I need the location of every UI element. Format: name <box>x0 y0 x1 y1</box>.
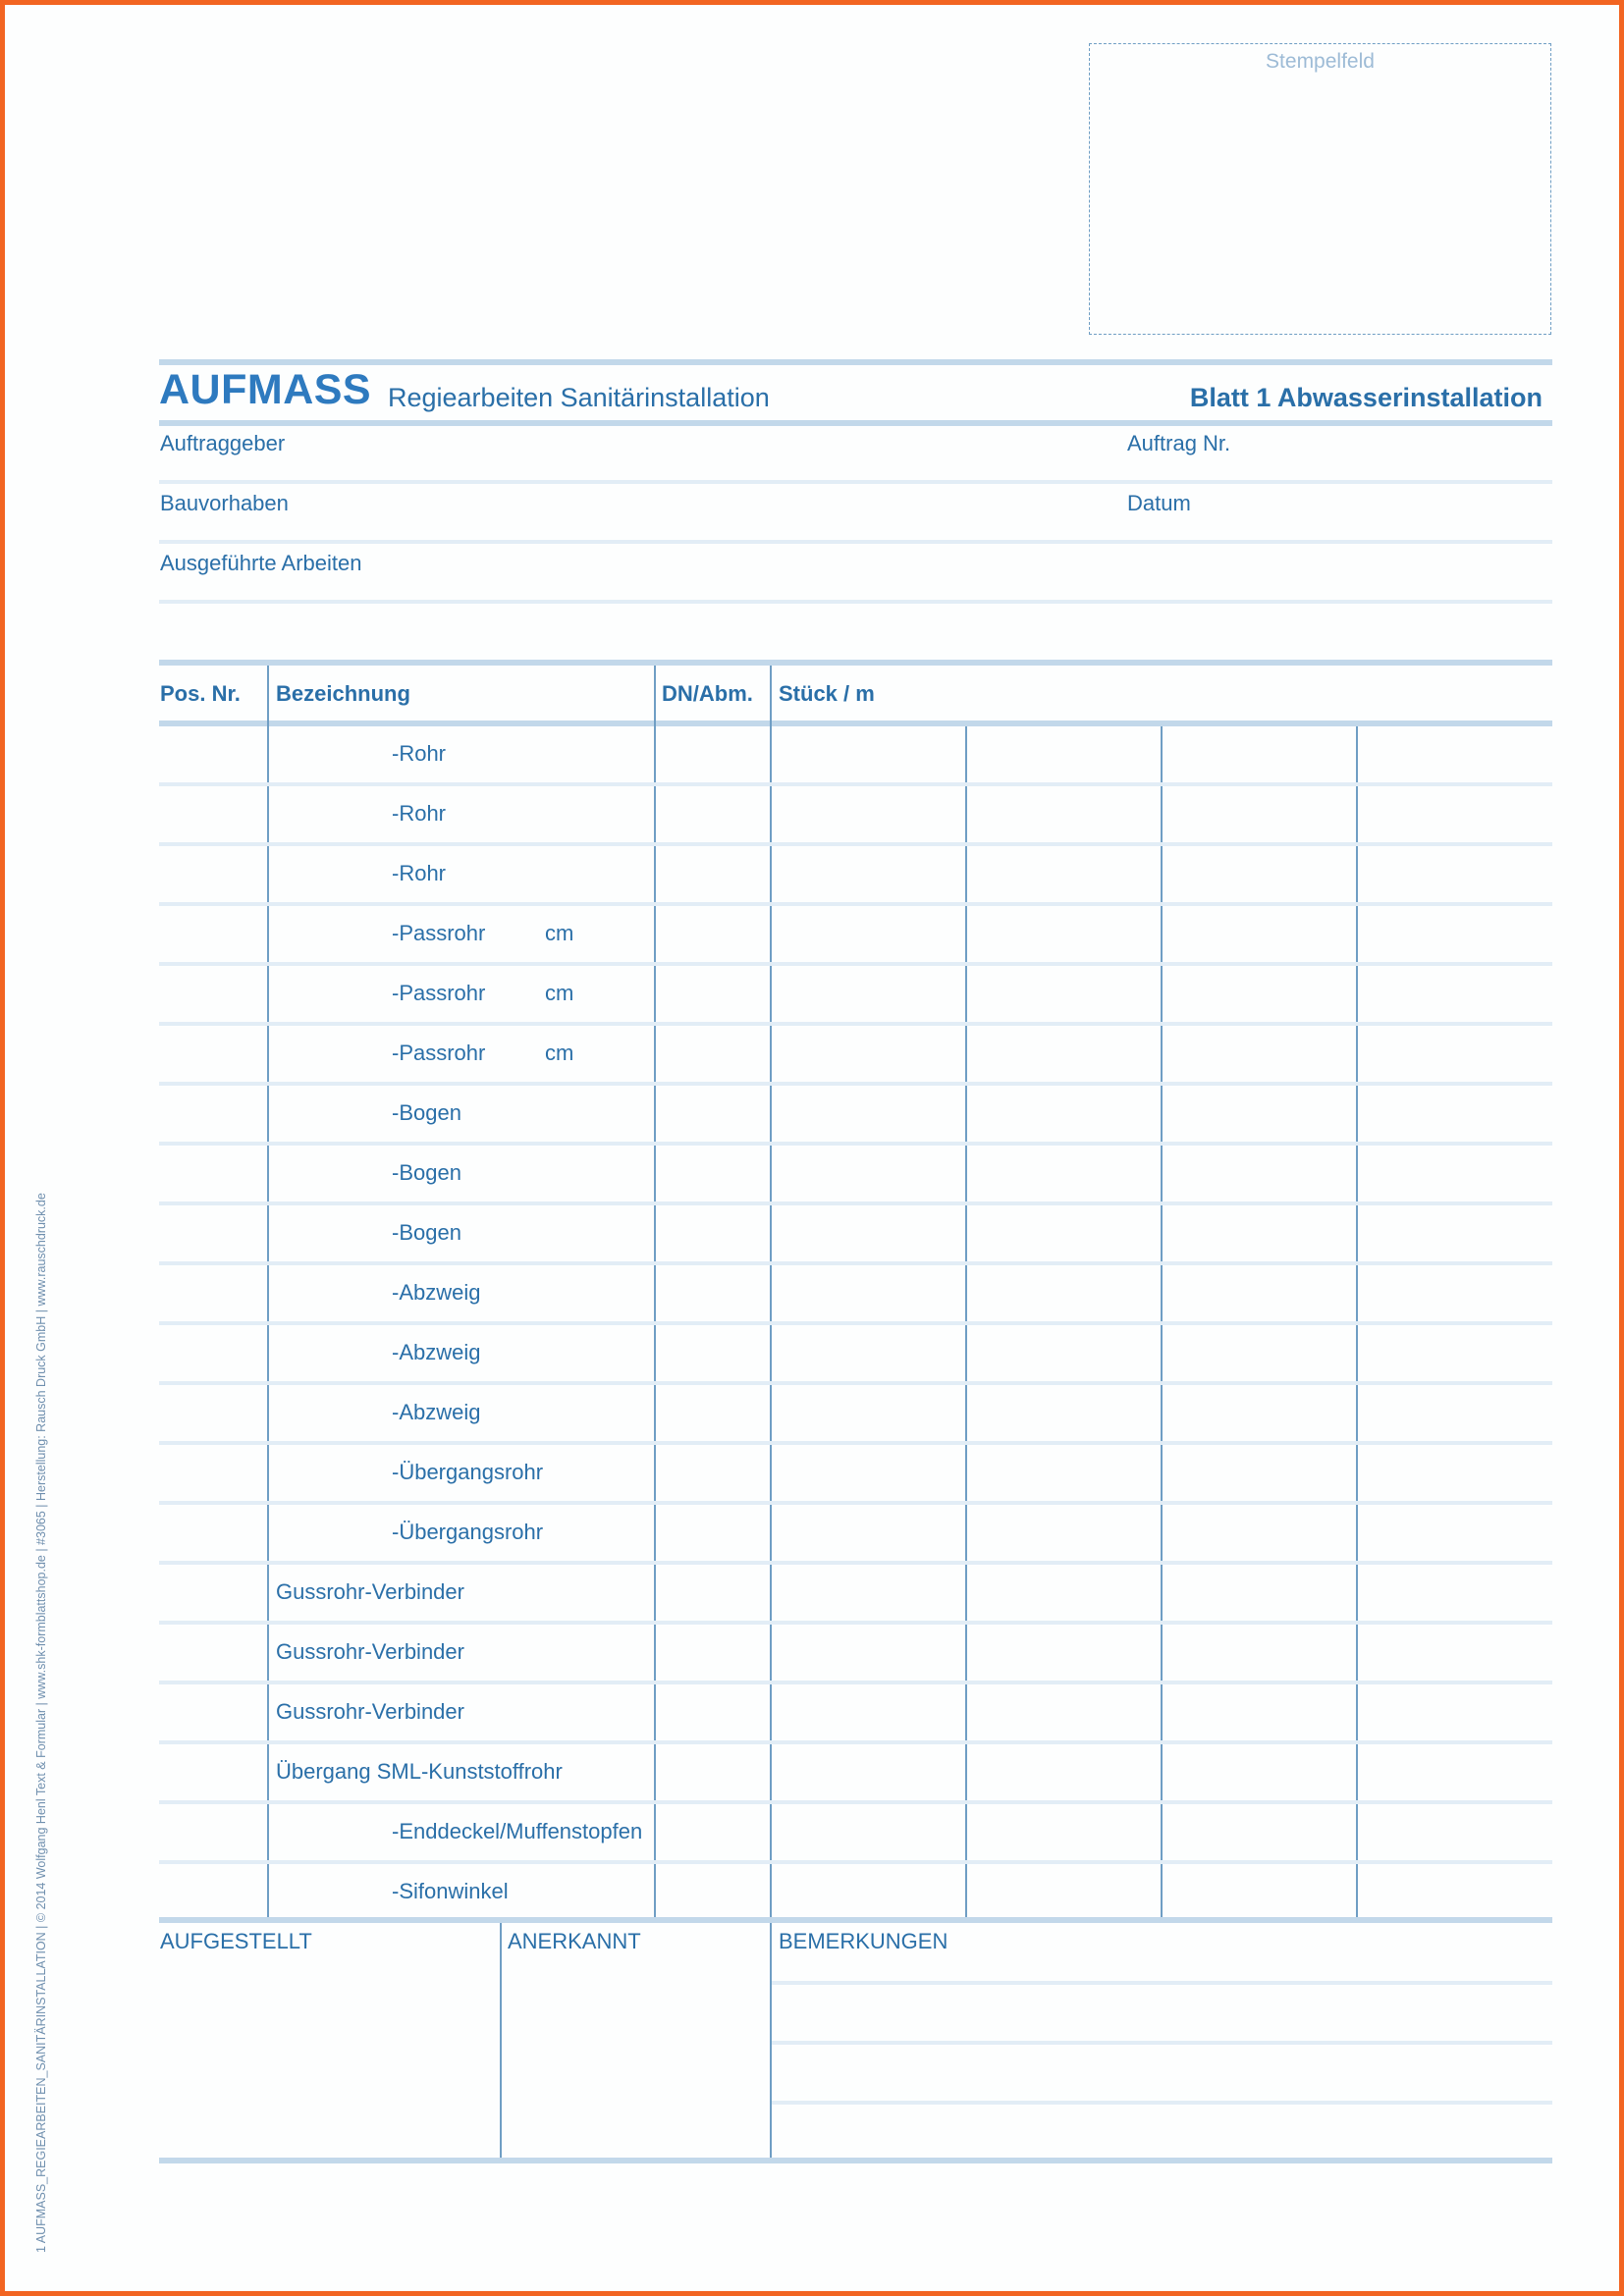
sheet-name: Blatt 1 Abwasserinstallation <box>1189 383 1543 412</box>
work-done-label: Ausgeführte Arbeiten <box>160 551 362 575</box>
row-rule <box>159 1740 1552 1744</box>
col-divider-pos <box>267 666 269 1920</box>
row-label: -Übergangsrohr <box>392 1520 544 1544</box>
footer-divider-1 <box>500 1923 502 2160</box>
header-top-rule <box>159 359 1552 365</box>
row-label: -Sifonwinkel <box>392 1879 509 1903</box>
row-label: -Bogen <box>392 1100 461 1125</box>
row-label: -Abzweig <box>392 1340 481 1364</box>
row-label: Gussrohr-Verbinder <box>276 1579 464 1604</box>
row-label: -Passrohr <box>392 981 486 1005</box>
row-label: -Rohr <box>392 861 447 885</box>
header-bottom-rule <box>159 420 1552 426</box>
row-rule <box>159 1800 1552 1804</box>
row-rule <box>159 1501 1552 1505</box>
row-rule <box>159 1681 1552 1684</box>
col-divider-bezeichnung <box>654 666 656 1920</box>
form-title: AUFMASS <box>159 366 372 413</box>
date-label: Datum <box>1127 491 1191 515</box>
row-label: -Rohr <box>392 741 447 766</box>
project-line <box>159 540 1552 544</box>
row-label: -Passrohr <box>392 1041 486 1065</box>
row-unit: cm <box>545 981 574 1005</box>
row-rule <box>159 1142 1552 1146</box>
row-label: -Abzweig <box>392 1280 481 1305</box>
row-label: -Bogen <box>392 1220 461 1245</box>
row-rule <box>159 782 1552 786</box>
row-rule <box>159 1321 1552 1325</box>
created-label: AUFGESTELLT <box>160 1929 312 1953</box>
col-bezeichnung: Bezeichnung <box>276 681 410 706</box>
row-rule <box>159 1022 1552 1026</box>
remarks-line-2 <box>772 2041 1552 2045</box>
project-label: Bauvorhaben <box>160 491 289 515</box>
col-stueck-m: Stück / m <box>779 681 875 706</box>
remarks-line-3 <box>772 2101 1552 2105</box>
client-line <box>159 480 1552 484</box>
col-dn-abm: DN/Abm. <box>662 681 753 706</box>
form-subtitle: Regiearbeiten Sanitärinstallation <box>388 383 770 412</box>
row-rule <box>159 962 1552 966</box>
row-label: -Enddeckel/Muffenstopfen <box>392 1819 643 1843</box>
accepted-label: ANERKANNT <box>508 1929 641 1953</box>
row-rule <box>159 842 1552 846</box>
work-done-line <box>159 600 1552 604</box>
row-label: -Passrohr <box>392 921 486 945</box>
row-rule <box>159 1441 1552 1445</box>
stamp-label: Stempelfeld <box>1266 50 1375 73</box>
table-bottom-rule <box>159 1917 1552 1923</box>
row-label: Gussrohr-Verbinder <box>276 1699 464 1724</box>
remarks-label: BEMERKUNGEN <box>779 1929 948 1953</box>
row-unit: cm <box>545 1041 574 1065</box>
imprint-sidebar: 1 AUFMASS_REGIEARBEITEN_SANITÄRINSTALLATION | © 2014 Wolfgang Henl Text & Formular | www.shk-formblattshop.de | #3065 | Herstellung: Rausch Druck GmbH | www.rauschdruck.de <box>34 1193 48 2253</box>
row-rule <box>159 1621 1552 1625</box>
remarks-line-1 <box>772 1981 1552 1985</box>
row-label: Übergang SML-Kunststoffrohr <box>276 1759 563 1784</box>
row-label: -Bogen <box>392 1160 461 1185</box>
row-rule <box>159 902 1552 906</box>
client-label: Auftraggeber <box>160 431 286 455</box>
row-rule <box>159 1561 1552 1565</box>
stamp-field <box>1089 43 1551 335</box>
row-label: Gussrohr-Verbinder <box>276 1639 464 1664</box>
row-unit: cm <box>545 921 574 945</box>
table-header-rule <box>159 721 1552 726</box>
row-label: -Übergangsrohr <box>392 1460 544 1484</box>
row-rule <box>159 1082 1552 1086</box>
table-top-rule <box>159 660 1552 666</box>
row-rule <box>159 1201 1552 1205</box>
row-rule <box>159 1261 1552 1265</box>
footer-bottom-rule <box>159 2158 1552 2163</box>
row-label: -Abzweig <box>392 1400 481 1424</box>
order-no-label: Auftrag Nr. <box>1127 431 1231 455</box>
row-rule <box>159 1381 1552 1385</box>
row-rule <box>159 1860 1552 1864</box>
col-divider-dn <box>770 666 772 1920</box>
row-label: -Rohr <box>392 801 447 826</box>
col-pos-nr: Pos. Nr. <box>160 681 241 706</box>
